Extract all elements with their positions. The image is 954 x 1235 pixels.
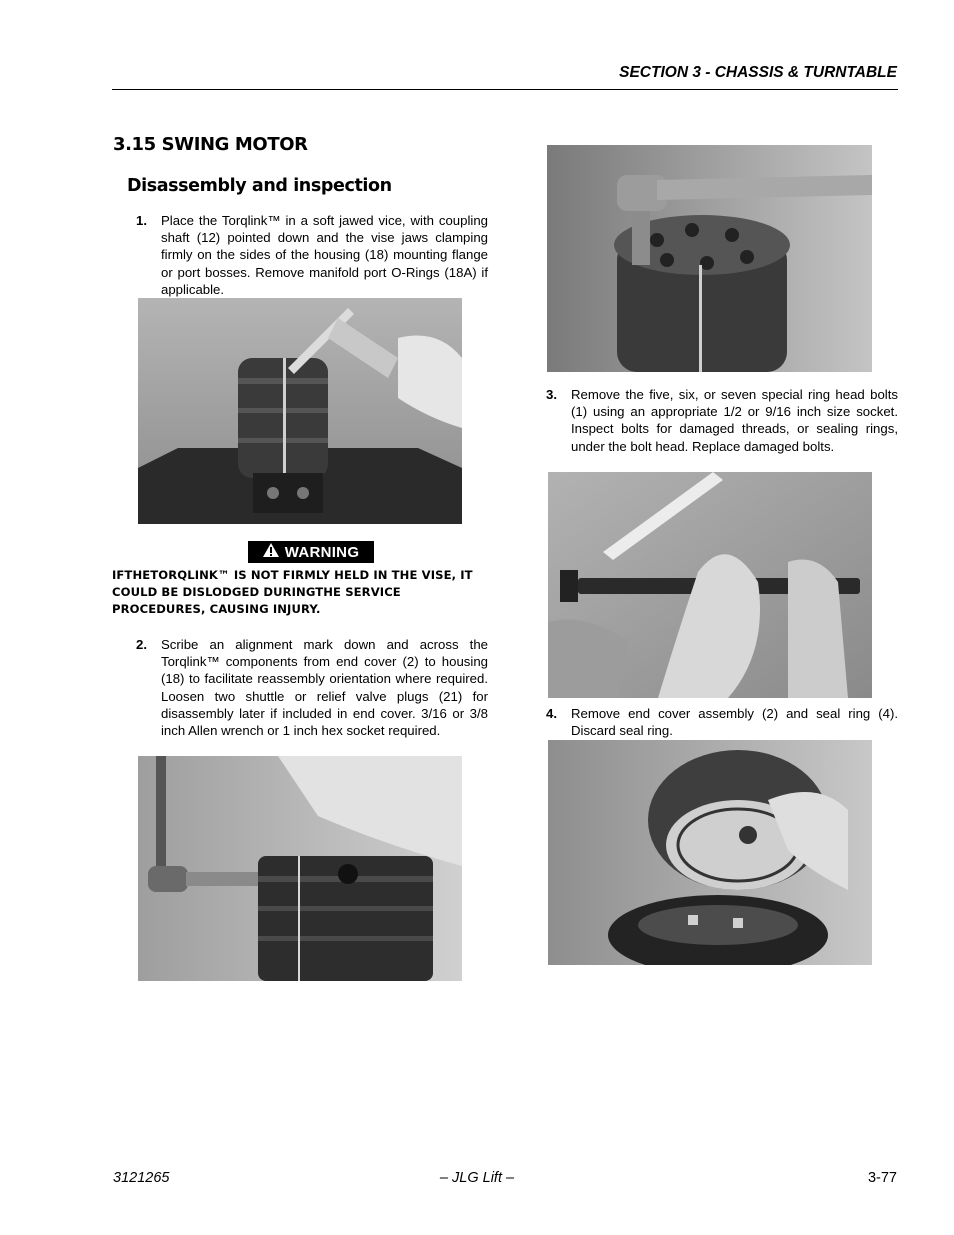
warning-badge [248,541,374,563]
step-text: Scribe an alignment mark down and across the Torqlink™ components from end cover (2) to housing (18) to facilitate reassembly orientation where required. Loosen two shuttle or relief valve plugs (21) for disassembly later if included in end cover. 3/16 or 3/8 inch Allen wrench or 1 inch hex socket required. [161,637,488,739]
footer-doc-number: 3121265 [113,1170,170,1186]
footer-center: – JLG Lift – [439,1170,515,1186]
warning-label: WARNING [284,543,360,561]
step-text: Place the Torqlink™ in a soft jawed vice, with coupling shaft (12) pointed down and the vise jaws clamping firmly on the sides of the housing (18) mounting flange or port bosses. Remove manifold port O-Rings (18A) if applicable. [161,213,488,297]
step-1 [136,212,488,298]
photo-inspecting-bolt [548,472,872,698]
warning-triangle-icon [263,543,279,561]
step-3 [546,386,898,472]
photo-loosening-plugs [138,756,462,981]
section-title: 3.15 SWING MOTOR [113,134,308,155]
section-header-title: SECTION 3 - CHASSIS & TURNTABLE [619,64,897,81]
step-number: 3. [546,387,557,402]
step-number: 1. [136,213,147,228]
header-rule [112,89,898,90]
footer-page-number: 3-77 [867,1170,897,1186]
step-number: 4. [546,706,557,721]
section-subtitle: Disassembly and inspection [127,176,392,196]
step-text: Remove the five, six, or seven special ring head bolts (1) using an appropriate 1/2 or 9/16 inch size socket. Inspect bolts for damaged threads, or sealing rings, under the bolt head. Replace damaged bolts. [571,387,898,454]
step-text: Remove end cover assembly (2) and seal ring (4). Discard seal ring. [571,706,898,739]
warning-text: IFTHETORQLINK™ IS NOT FIRMLY HELD IN THE VISE, IT COULD BE DISLODGED DURINGTHE SERVICE PROCEDURES, CAUSING INJURY. [112,568,473,616]
step-4 [546,705,898,741]
photo-motor-in-vise [138,298,462,524]
photo-removing-bolts [547,145,872,372]
step-number: 2. [136,637,147,652]
step-2 [136,636,488,756]
photo-removing-end-cover [548,740,872,965]
